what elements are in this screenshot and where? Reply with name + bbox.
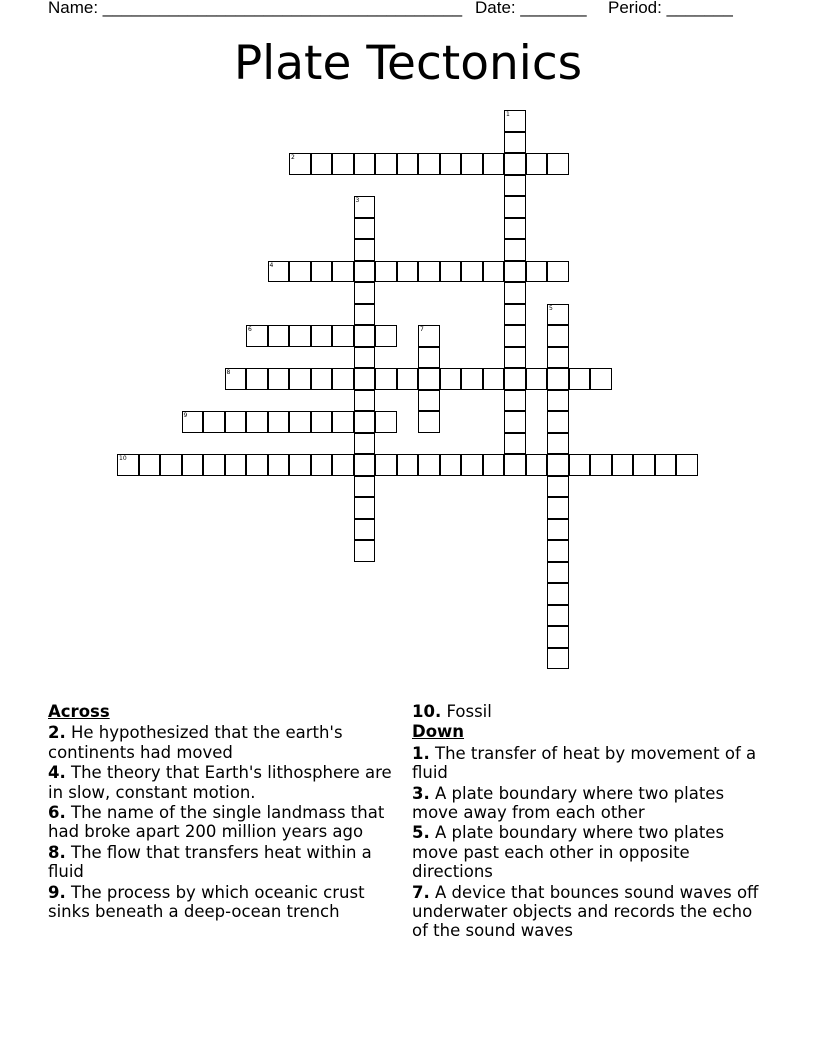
crossword-cell[interactable] bbox=[354, 325, 376, 347]
crossword-cell[interactable] bbox=[354, 411, 376, 433]
crossword-cell[interactable] bbox=[504, 368, 526, 390]
crossword-cell[interactable] bbox=[504, 325, 526, 347]
crossword-cell[interactable] bbox=[117, 454, 139, 476]
crossword-cell[interactable] bbox=[547, 433, 569, 455]
crossword-cell[interactable] bbox=[289, 325, 311, 347]
crossword-cell[interactable] bbox=[354, 433, 376, 455]
clue-number: 10. bbox=[412, 702, 442, 721]
page-title: Plate Tectonics bbox=[233, 36, 583, 91]
clue-text: A device that bounces sound waves off underwater objects and records the echo of the sound waves bbox=[412, 882, 759, 941]
crossword-cell[interactable] bbox=[354, 368, 376, 390]
crossword-cell[interactable] bbox=[547, 347, 569, 369]
crossword-cell[interactable] bbox=[504, 347, 526, 369]
down-clues-column bbox=[412, 702, 772, 942]
clue-text: The flow that transfers heat within a fluid bbox=[48, 842, 372, 882]
crossword-cell[interactable] bbox=[418, 411, 440, 433]
crossword-cell[interactable] bbox=[526, 153, 548, 175]
clue-number-label: 5 bbox=[549, 304, 553, 312]
crossword-cell[interactable] bbox=[655, 454, 677, 476]
across-clues-column bbox=[48, 702, 398, 922]
crossword-cell[interactable] bbox=[440, 261, 462, 283]
crossword-cell[interactable] bbox=[504, 282, 526, 304]
crossword-cell[interactable] bbox=[504, 390, 526, 412]
crossword-cell[interactable] bbox=[676, 454, 698, 476]
crossword-cell[interactable] bbox=[547, 454, 569, 476]
crossword-cell[interactable] bbox=[504, 196, 526, 218]
clue-text: A plate boundary where two plates move past each other in opposite directions bbox=[412, 823, 725, 882]
crossword-cell[interactable] bbox=[246, 454, 268, 476]
crossword-cell[interactable] bbox=[526, 368, 548, 390]
clue-number-label: 3 bbox=[355, 197, 360, 204]
crossword-cell[interactable] bbox=[268, 261, 290, 283]
crossword-cell[interactable] bbox=[289, 261, 311, 283]
crossword-cell[interactable] bbox=[504, 218, 526, 240]
crossword-cell[interactable] bbox=[311, 153, 333, 175]
crossword-cell[interactable] bbox=[526, 261, 548, 283]
crossword-cell[interactable] bbox=[504, 261, 526, 283]
crossword-cell[interactable] bbox=[225, 454, 247, 476]
crossword-cell[interactable] bbox=[332, 411, 354, 433]
crossword-cell[interactable] bbox=[418, 454, 440, 476]
crossword-cell[interactable] bbox=[461, 454, 483, 476]
clue-item bbox=[48, 843, 398, 882]
crossword-cell[interactable] bbox=[332, 325, 354, 347]
crossword-cell[interactable] bbox=[332, 153, 354, 175]
clue-item bbox=[412, 784, 772, 823]
clue-item bbox=[412, 823, 772, 881]
crossword-cell[interactable] bbox=[547, 562, 569, 584]
crossword-cell[interactable] bbox=[547, 583, 569, 605]
clue-number: 1. bbox=[412, 743, 430, 763]
crossword-cell[interactable] bbox=[354, 540, 376, 562]
crossword-cell[interactable] bbox=[504, 110, 526, 132]
clue-number-label: 6 bbox=[248, 326, 252, 333]
crossword-cell[interactable] bbox=[612, 454, 634, 476]
crossword-cell[interactable] bbox=[139, 454, 161, 476]
crossword-cell[interactable] bbox=[268, 325, 290, 347]
crossword-cell[interactable] bbox=[418, 368, 440, 390]
crossword-cell[interactable] bbox=[483, 261, 505, 283]
crossword-cell[interactable] bbox=[397, 454, 419, 476]
crossword-cell[interactable] bbox=[547, 540, 569, 562]
crossword-cell[interactable] bbox=[354, 261, 376, 283]
crossword-cell[interactable] bbox=[354, 304, 376, 326]
crossword-cell[interactable] bbox=[375, 325, 397, 347]
name-field[interactable]: Name: ______________________________________ bbox=[48, 0, 463, 17]
clue-number: 6. bbox=[48, 803, 66, 823]
clue-number-label: 7 bbox=[420, 326, 424, 333]
clue-item bbox=[48, 723, 398, 762]
crossword-cell[interactable] bbox=[354, 390, 376, 412]
clue-item bbox=[48, 883, 398, 922]
crossword-cell[interactable] bbox=[354, 196, 376, 218]
crossword-cell[interactable] bbox=[311, 411, 333, 433]
clue-number: 7. bbox=[412, 882, 430, 902]
crossword-cell[interactable] bbox=[504, 132, 526, 154]
crossword-cell[interactable] bbox=[354, 347, 376, 369]
clue-text: The transfer of heat by movement of a fluid bbox=[412, 743, 757, 783]
down-heading: Down bbox=[412, 722, 465, 742]
crossword-cell[interactable] bbox=[268, 368, 290, 390]
crossword-cell[interactable] bbox=[160, 454, 182, 476]
crossword-cell[interactable] bbox=[461, 261, 483, 283]
crossword-cell[interactable] bbox=[375, 153, 397, 175]
crossword-cell[interactable] bbox=[547, 648, 569, 670]
crossword-cell[interactable] bbox=[590, 368, 612, 390]
clue-text: He hypothesized that the earth's continents had moved bbox=[48, 723, 343, 762]
clue-item bbox=[412, 702, 772, 721]
crossword-cell[interactable] bbox=[547, 368, 569, 390]
clue-number: 9. bbox=[48, 882, 66, 902]
crossword-cell[interactable] bbox=[418, 347, 440, 369]
crossword-cell[interactable] bbox=[547, 519, 569, 541]
crossword-cell[interactable] bbox=[375, 261, 397, 283]
crossword-cell[interactable] bbox=[483, 454, 505, 476]
crossword-cell[interactable] bbox=[526, 454, 548, 476]
crossword-cell[interactable] bbox=[418, 153, 440, 175]
crossword-cell[interactable] bbox=[354, 519, 376, 541]
crossword-cell[interactable] bbox=[483, 368, 505, 390]
crossword-cell[interactable] bbox=[547, 605, 569, 627]
crossword-cell[interactable] bbox=[547, 626, 569, 648]
date-field[interactable]: Date: _______ bbox=[475, 0, 587, 17]
crossword-cell[interactable] bbox=[397, 368, 419, 390]
crossword-cell[interactable] bbox=[246, 325, 268, 347]
crossword-cell[interactable] bbox=[225, 368, 247, 390]
crossword-cell[interactable] bbox=[547, 153, 569, 175]
crossword-cell[interactable] bbox=[225, 411, 247, 433]
crossword-cell[interactable] bbox=[397, 261, 419, 283]
clue-number: 3. bbox=[412, 783, 430, 803]
crossword-cell[interactable] bbox=[332, 368, 354, 390]
crossword-cell[interactable] bbox=[504, 153, 526, 175]
clue-number-label: 8 bbox=[226, 369, 231, 376]
crossword-cell[interactable] bbox=[547, 304, 569, 326]
across-heading: Across bbox=[48, 702, 110, 721]
crossword-cell[interactable] bbox=[268, 411, 290, 433]
clue-number: 8. bbox=[48, 842, 66, 862]
crossword-cell[interactable] bbox=[547, 476, 569, 498]
clue-number-label: 10 bbox=[119, 455, 127, 462]
crossword-cell[interactable] bbox=[504, 433, 526, 455]
crossword-cell[interactable] bbox=[440, 454, 462, 476]
clue-item bbox=[48, 803, 398, 842]
clue-number: 5. bbox=[412, 823, 430, 843]
crossword-cell[interactable] bbox=[547, 325, 569, 347]
clue-text: The theory that Earth's lithosphere are in slow, constant motion. bbox=[48, 763, 392, 802]
crossword-cell[interactable] bbox=[461, 153, 483, 175]
clue-number-label: 4 bbox=[269, 261, 274, 269]
crossword-cell[interactable] bbox=[375, 368, 397, 390]
clue-text: A plate boundary where two plates move away from each other bbox=[412, 783, 725, 823]
crossword-cell[interactable] bbox=[504, 454, 526, 476]
crossword-cell[interactable] bbox=[504, 411, 526, 433]
crossword-cell[interactable] bbox=[354, 153, 376, 175]
crossword-cell[interactable] bbox=[311, 454, 333, 476]
clue-number: 2. bbox=[48, 723, 66, 743]
crossword-cell[interactable] bbox=[246, 368, 268, 390]
crossword-cell[interactable] bbox=[182, 454, 204, 476]
crossword-cell[interactable] bbox=[354, 218, 376, 240]
clue-number: 4. bbox=[48, 763, 66, 783]
crossword-cell[interactable] bbox=[547, 261, 569, 283]
clue-item bbox=[412, 883, 772, 941]
crossword-cell[interactable] bbox=[440, 368, 462, 390]
crossword-cell[interactable] bbox=[203, 411, 225, 433]
crossword-cell[interactable] bbox=[375, 411, 397, 433]
crossword-cell[interactable] bbox=[633, 454, 655, 476]
clue-item bbox=[412, 744, 772, 783]
clue-number-label: 1 bbox=[506, 111, 510, 118]
crossword-cell[interactable] bbox=[547, 497, 569, 519]
clue-number-label: 2 bbox=[291, 154, 295, 161]
crossword-cell[interactable] bbox=[397, 153, 419, 175]
period-field[interactable]: Period: _______ bbox=[608, 0, 733, 17]
crossword-cell[interactable] bbox=[461, 368, 483, 390]
crossword-cell[interactable] bbox=[354, 476, 376, 498]
crossword-cell[interactable] bbox=[332, 454, 354, 476]
clue-text: The name of the single landmass that had broke apart 200 million years ago bbox=[48, 803, 385, 842]
crossword-cell[interactable] bbox=[332, 261, 354, 283]
crossword-cell[interactable] bbox=[311, 368, 333, 390]
crossword-cell[interactable] bbox=[440, 153, 462, 175]
crossword-cell[interactable] bbox=[483, 153, 505, 175]
crossword-cell[interactable] bbox=[504, 175, 526, 197]
crossword-cell[interactable] bbox=[569, 368, 591, 390]
crossword-cell[interactable] bbox=[203, 454, 225, 476]
crossword-cell[interactable] bbox=[590, 454, 612, 476]
clue-text: The process by which oceanic crust sinks beneath a deep-ocean trench bbox=[48, 882, 365, 922]
crossword-cell[interactable] bbox=[354, 239, 376, 261]
crossword-cell[interactable] bbox=[375, 454, 397, 476]
crossword-cell[interactable] bbox=[418, 261, 440, 283]
crossword-cell[interactable] bbox=[547, 390, 569, 412]
crossword-cell[interactable] bbox=[354, 497, 376, 519]
crossword-cell[interactable] bbox=[289, 153, 311, 175]
crossword-cell[interactable] bbox=[569, 454, 591, 476]
crossword-cell[interactable] bbox=[547, 411, 569, 433]
crossword-cell[interactable] bbox=[268, 454, 290, 476]
crossword-cell[interactable] bbox=[418, 390, 440, 412]
crossword-cell[interactable] bbox=[504, 304, 526, 326]
student-info-header bbox=[48, 0, 768, 22]
clue-item bbox=[48, 763, 398, 802]
crossword-cell[interactable] bbox=[289, 411, 311, 433]
crossword-cell[interactable] bbox=[289, 454, 311, 476]
crossword-cell[interactable] bbox=[246, 411, 268, 433]
crossword-cell[interactable] bbox=[354, 454, 376, 476]
clue-number-label: 9 bbox=[183, 412, 188, 419]
clue-text: Fossil bbox=[446, 702, 492, 721]
crossword-cell[interactable] bbox=[354, 282, 376, 304]
crossword-cell[interactable] bbox=[289, 368, 311, 390]
crossword-cell[interactable] bbox=[418, 325, 440, 347]
crossword-cell[interactable] bbox=[182, 411, 204, 433]
crossword-cell[interactable] bbox=[311, 261, 333, 283]
crossword-cell[interactable] bbox=[311, 325, 333, 347]
crossword-cell[interactable] bbox=[504, 239, 526, 261]
